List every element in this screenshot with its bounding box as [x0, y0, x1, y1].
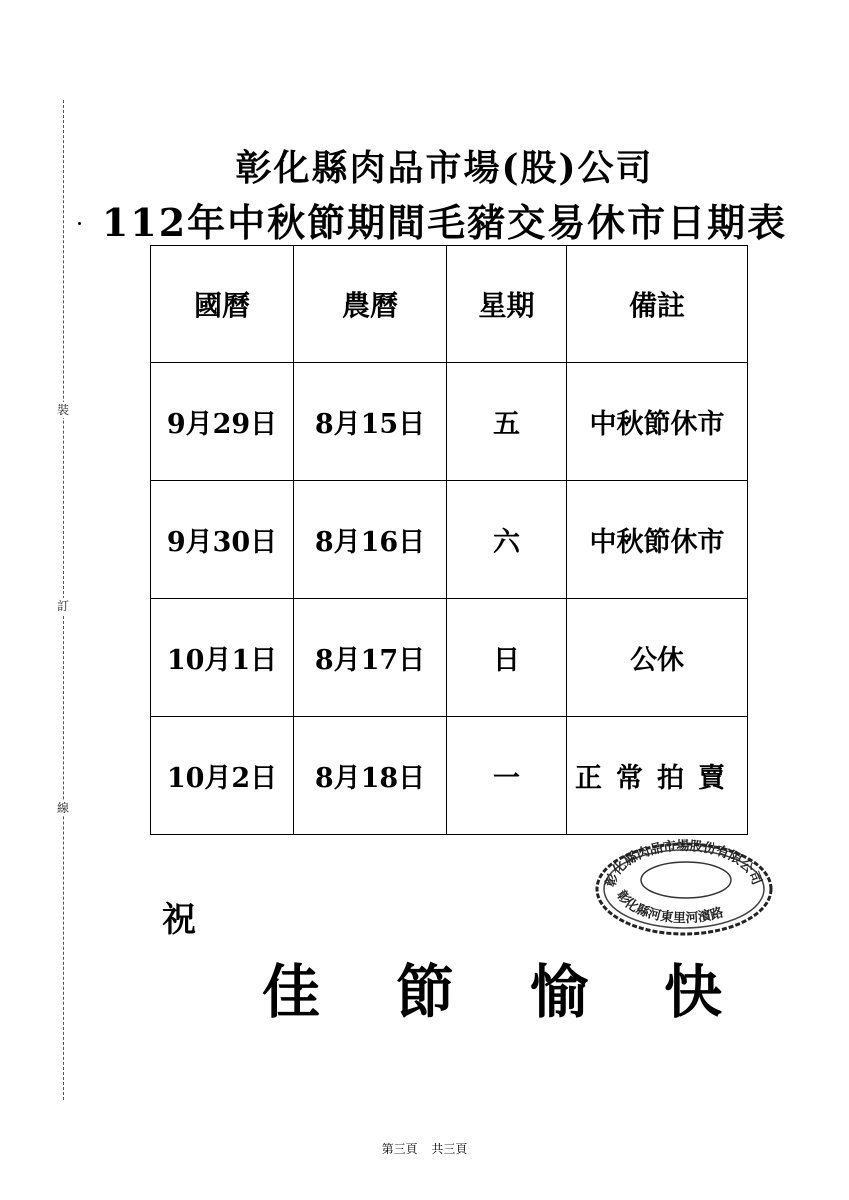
- cell-note: 公休: [567, 599, 748, 717]
- header-weekday: 星期: [447, 246, 567, 363]
- binding-char-zhuang: 裝: [56, 403, 69, 417]
- company-name: 彰化縣肉品市場(股)公司: [235, 147, 654, 189]
- cell-weekday: 一: [447, 717, 567, 835]
- cell-weekday: 五: [447, 363, 567, 481]
- cell-solar-date: 9月29日: [151, 363, 294, 481]
- page-number: 第三頁: [381, 1142, 418, 1156]
- page-footer: [0, 1140, 849, 1157]
- cell-lunar-date: 8月16日: [294, 481, 447, 599]
- blessing-char: 節: [395, 958, 454, 1026]
- schedule-table: [150, 245, 748, 835]
- table-row: [151, 481, 748, 599]
- company-seal-stamp: [593, 832, 775, 936]
- seal-text-bottom: 彰化縣河東里河濱路: [612, 888, 726, 927]
- header-solar-date: 國曆: [151, 246, 294, 363]
- header-note: 備註: [567, 246, 748, 363]
- blessing-char: 愉: [529, 958, 588, 1026]
- cell-solar-date: 9月30日: [151, 481, 294, 599]
- cell-lunar-date: 8月17日: [294, 599, 447, 717]
- blessing-char: 快: [663, 958, 722, 1026]
- cell-note: 中秋節休市: [567, 363, 748, 481]
- table-row: [151, 363, 748, 481]
- table-header-row: [151, 246, 748, 363]
- blessing-phrase: [262, 945, 722, 1029]
- cell-weekday: 六: [447, 481, 567, 599]
- cell-lunar-date: 8月18日: [294, 717, 447, 835]
- page-total: 共三頁: [431, 1142, 468, 1156]
- cell-solar-date: 10月1日: [151, 599, 294, 717]
- table-row: [151, 599, 748, 717]
- blessing-prefix: 祝: [162, 900, 196, 940]
- binding-char-xian: 線: [56, 801, 69, 815]
- seal-text-top: 彰化縣肉品市場股份有限公司: [603, 838, 764, 889]
- cell-note: 正常拍賣: [567, 717, 748, 835]
- header-lunar-date: 農曆: [294, 246, 447, 363]
- table-row: [151, 717, 748, 835]
- blessing-char: 佳: [262, 958, 321, 1026]
- document-title: 112年中秋節期間毛豬交易休市日期表: [101, 200, 788, 245]
- binding-char-ding: 訂: [56, 599, 69, 613]
- cell-weekday: 日: [447, 599, 567, 717]
- cell-lunar-date: 8月15日: [294, 363, 447, 481]
- cell-solar-date: 10月2日: [151, 717, 294, 835]
- cell-note: 中秋節休市: [567, 481, 748, 599]
